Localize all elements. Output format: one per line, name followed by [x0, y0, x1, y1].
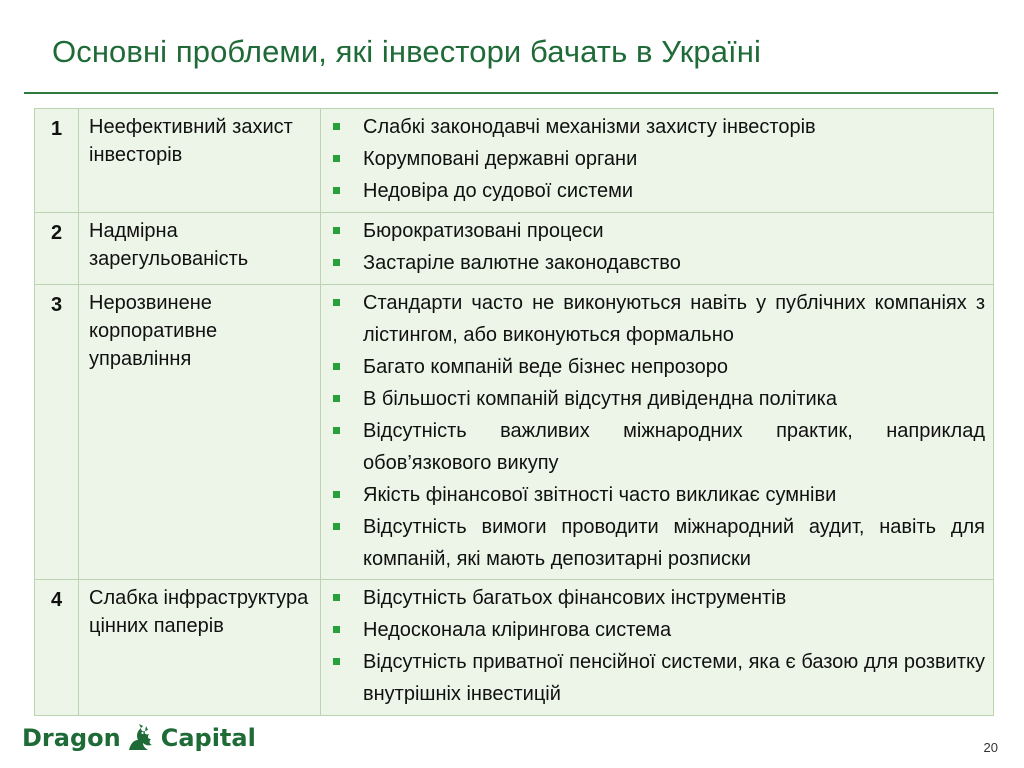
problem-details: [321, 580, 994, 716]
table-row: [35, 109, 994, 213]
title-divider: [24, 92, 998, 94]
detail-bullet: В більшості компаній відсутня дивідендна політика: [331, 383, 985, 415]
detail-bullet: Недовіра до судової системи: [331, 175, 985, 207]
problem-label: Надмірна зарегульованість: [79, 213, 321, 285]
problem-label: Нерозвинене корпоративне управління: [79, 285, 321, 580]
row-number: 1: [35, 109, 79, 213]
dragon-icon: [125, 722, 157, 754]
problem-details: [321, 213, 994, 285]
row-number: 4: [35, 580, 79, 716]
detail-bullet: Багато компаній веде бізнес непрозоро: [331, 351, 985, 383]
problem-label: Слабка інфраструктура цінних паперів: [79, 580, 321, 716]
problems-table: [34, 108, 994, 716]
detail-bullet: Відсутність приватної пенсійної системи, яка є базою для розвитку внутрішніх інвестицій: [331, 646, 985, 710]
detail-bullet: Бюрократизовані процеси: [331, 215, 985, 247]
logo-word-dragon: Dragon: [22, 724, 121, 752]
problem-details: [321, 285, 994, 580]
page-number: 20: [983, 740, 998, 755]
row-number: 2: [35, 213, 79, 285]
table-row: [35, 285, 994, 580]
detail-bullet: Якість фінансової звітності часто викликає сумніви: [331, 479, 985, 511]
detail-bullet: Відсутність вимоги проводити міжнародний аудит, навіть для компаній, які мають депозитарні розписки: [331, 511, 985, 575]
slide-title: Основні проблеми, які інвестори бачать в Україні: [52, 34, 761, 69]
problem-details: [321, 109, 994, 213]
detail-bullet: Стандарти часто не виконуються навіть у публічних компаніях з лістингом, або виконуються формально: [331, 287, 985, 351]
detail-bullet: Відсутність багатьох фінансових інструментів: [331, 582, 985, 614]
table-row: [35, 580, 994, 716]
detail-bullet: Відсутність важливих міжнародних практик, наприклад обов’язкового викупу: [331, 415, 985, 479]
row-number: 3: [35, 285, 79, 580]
detail-bullet: Корумповані державні органи: [331, 143, 985, 175]
detail-bullet: Недосконала клірингова система: [331, 614, 985, 646]
detail-bullet: Застаріле валютне законодавство: [331, 247, 985, 279]
problem-label: Неефективний захист інвесторів: [79, 109, 321, 213]
table-row: [35, 213, 994, 285]
logo-word-capital: Capital: [160, 724, 256, 752]
company-logo: [22, 718, 256, 758]
detail-bullet: Слабкі законодавчі механізми захисту інвесторів: [331, 111, 985, 143]
